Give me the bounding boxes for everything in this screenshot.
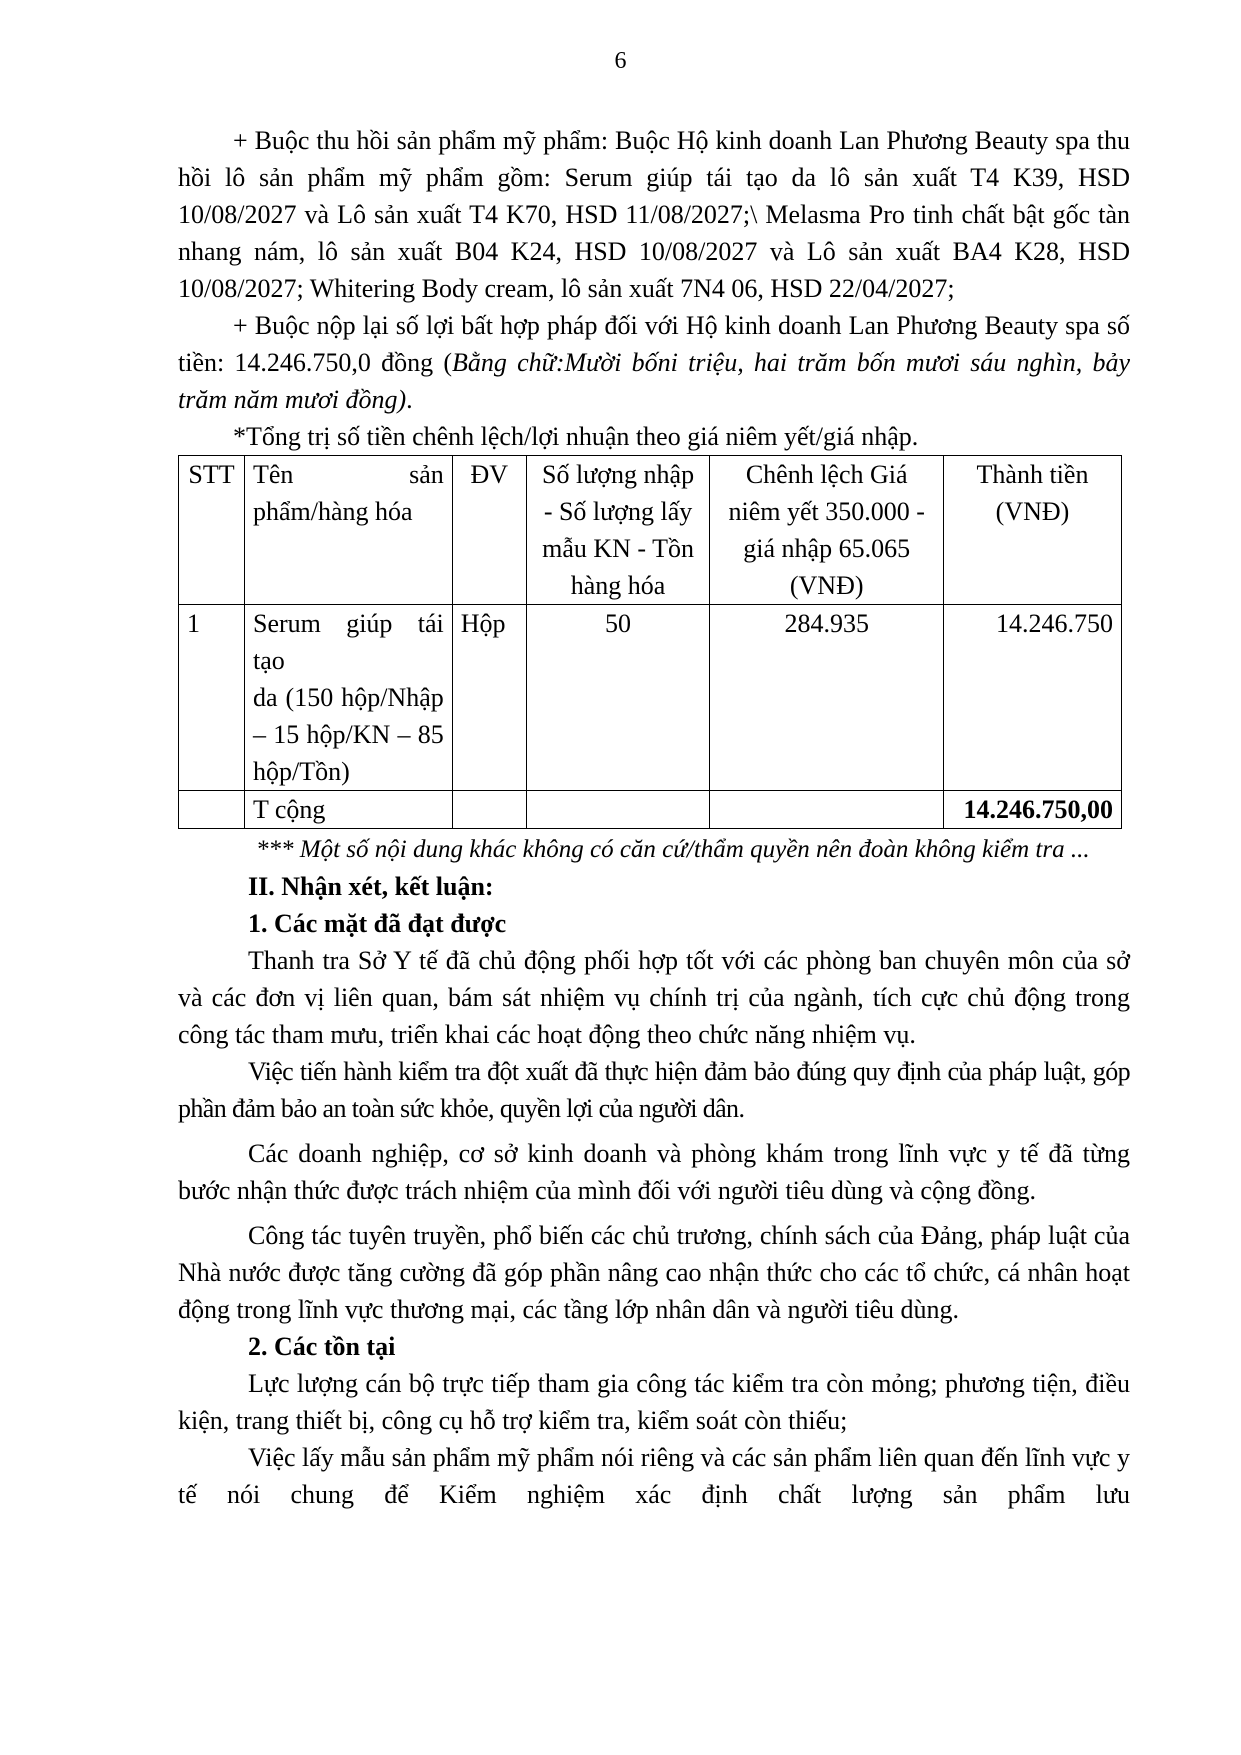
total-label: T cộng: [244, 791, 452, 829]
paragraph-achievement-3: Các doanh nghiệp, cơ sở kinh doanh và phòng khám trong lĩnh vực y tế đã từng bước nhận thức được trách nhiệm của mình đối với người tiêu dùng và cộng đồng.: [178, 1139, 1130, 1205]
payment-amount-in-words: Bằng chữ:Mười bốni triệu, hai trăm bốn mươi sáu nghìn, bảy trăm năm mươi đồng): [178, 348, 1131, 414]
paragraph-shortcoming-1: Lực lượng cán bộ trực tiếp tham gia công tác kiểm tra còn mỏng; phương tiện, điều kiện, trang thiết bị, công cụ hỗ trợ kiểm tra, kiểm soát còn thiếu;: [178, 1369, 1130, 1435]
header-product-name-line1: Tên sản: [252, 460, 444, 489]
header-product-name: [244, 456, 452, 605]
paragraph-achievement-1: Thanh tra Sở Y tế đã chủ động phối hợp tốt với các phòng ban chuyên môn của sở và các đơn vị liên quan, bám sát nhiệm vụ chính trị của ngành, tích cực chủ động trong công tác tham mưu, triển khai các hoạt động theo chức năng nhiệm vụ.: [178, 946, 1130, 1049]
product-name-line1: Serum giúp tái tạo: [252, 609, 444, 675]
cell-unit: Hộp: [452, 605, 526, 791]
section-heading-conclusion: II. Nhận xét, kết luận:: [248, 872, 494, 901]
header-stt: STT: [179, 456, 245, 605]
header-quantity: Số lượng nhập - Số lượng lấy mẫu KN - Tồn hàng hóa: [526, 456, 710, 605]
table-row: [179, 605, 1122, 791]
product-name-line4: hộp/Tồn): [252, 757, 350, 786]
table-total-row: [179, 791, 1122, 829]
paragraph-recall-order: + Buộc thu hồi sản phẩm mỹ phẩm: Buộc Hộ kinh doanh Lan Phương Beauty spa thu hồi lô sản phẩm mỹ phẩm gồm: Serum giúp tái tạo da lô sản xuất T4 K39, HSD 10/08/2027 và Lô sản xuất T4 K70, HSD 11/08/2027;\ Melasma Pro tinh chất bật gốc tàn nhang nám, lô sản xuất B04 K24, HSD 10/08/2027 và Lô sản xuất BA4 K28, HSD 10/08/2027; Whitering Body cream, lô sản xuất 7N4 06, HSD 22/04/2027;: [178, 126, 1130, 303]
product-name-line2: da (150 hộp/Nhập: [252, 683, 444, 712]
subheading-achievements: 1. Các mặt đã đạt được: [248, 909, 507, 938]
payment-suffix: .: [406, 385, 413, 414]
total-amount: 14.246.750,00: [944, 791, 1122, 829]
header-amount: Thành tiền (VNĐ): [944, 456, 1122, 605]
subheading-shortcomings: 2. Các tồn tại: [248, 1332, 396, 1361]
table-note: *** Một số nội dung khác không có căn cứ/thẩm quyền nên đoàn không kiểm tra ...: [256, 836, 1090, 863]
page-number: 6: [614, 48, 627, 74]
paragraph-achievement-2: Việc tiến hành kiểm tra đột xuất đã thực hiện đảm bảo đúng quy định của pháp luật, góp phần đảm bảo an toàn sức khỏe, quyền lợi của người dân.: [178, 1057, 1130, 1123]
cell-quantity: 50: [526, 605, 710, 791]
paragraph-shortcoming-2: Việc lấy mẫu sản phẩm mỹ phẩm nói riêng và các sản phẩm liên quan đến lĩnh vực y tế nói chung để Kiểm nghiệm xác định chất lượng sản phẩm lưu: [178, 1443, 1130, 1509]
paragraph-achievement-4: Công tác tuyên truyền, phổ biến các chủ trương, chính sách của Đảng, pháp luật của Nhà nước được tăng cường đã góp phần nâng cao nhận thức cho các tổ chức, cá nhân hoạt động trong lĩnh vực thương mại, các tầng lớp nhân dân và người tiêu dùng.: [178, 1221, 1130, 1324]
cell-amount: 14.246.750: [944, 605, 1122, 791]
cell-stt: 1: [179, 605, 245, 791]
document-body: [178, 122, 1130, 1513]
table-caption: *Tổng trị số tiền chênh lệch/lợi nhuận theo giá niêm yết/giá nhập.: [233, 422, 919, 451]
paragraph-payment-order: [178, 307, 1130, 418]
header-unit: ĐV: [452, 456, 526, 605]
cell-product-name: [244, 605, 452, 791]
payment-text: + Buộc nộp lại số lợi bất hợp pháp đối với Hộ kinh doanh Lan Phương Beauty spa số tiền: 14.246.750,0 đồng (: [178, 311, 1130, 377]
total-empty-unit: [452, 791, 526, 829]
table-header-row: [179, 456, 1122, 605]
total-empty-quantity: [526, 791, 710, 829]
total-empty-stt: [179, 791, 245, 829]
cell-price-difference: 284.935: [710, 605, 944, 791]
product-name-line3: – 15 hộp/KN – 85: [252, 720, 444, 749]
header-price-difference: Chênh lệch Giá niêm yết 350.000 - giá nhập 65.065 (VNĐ): [710, 456, 944, 605]
profit-table: [178, 455, 1122, 829]
header-product-name-line2: phẩm/hàng hóa: [252, 497, 413, 526]
total-empty-difference: [710, 791, 944, 829]
